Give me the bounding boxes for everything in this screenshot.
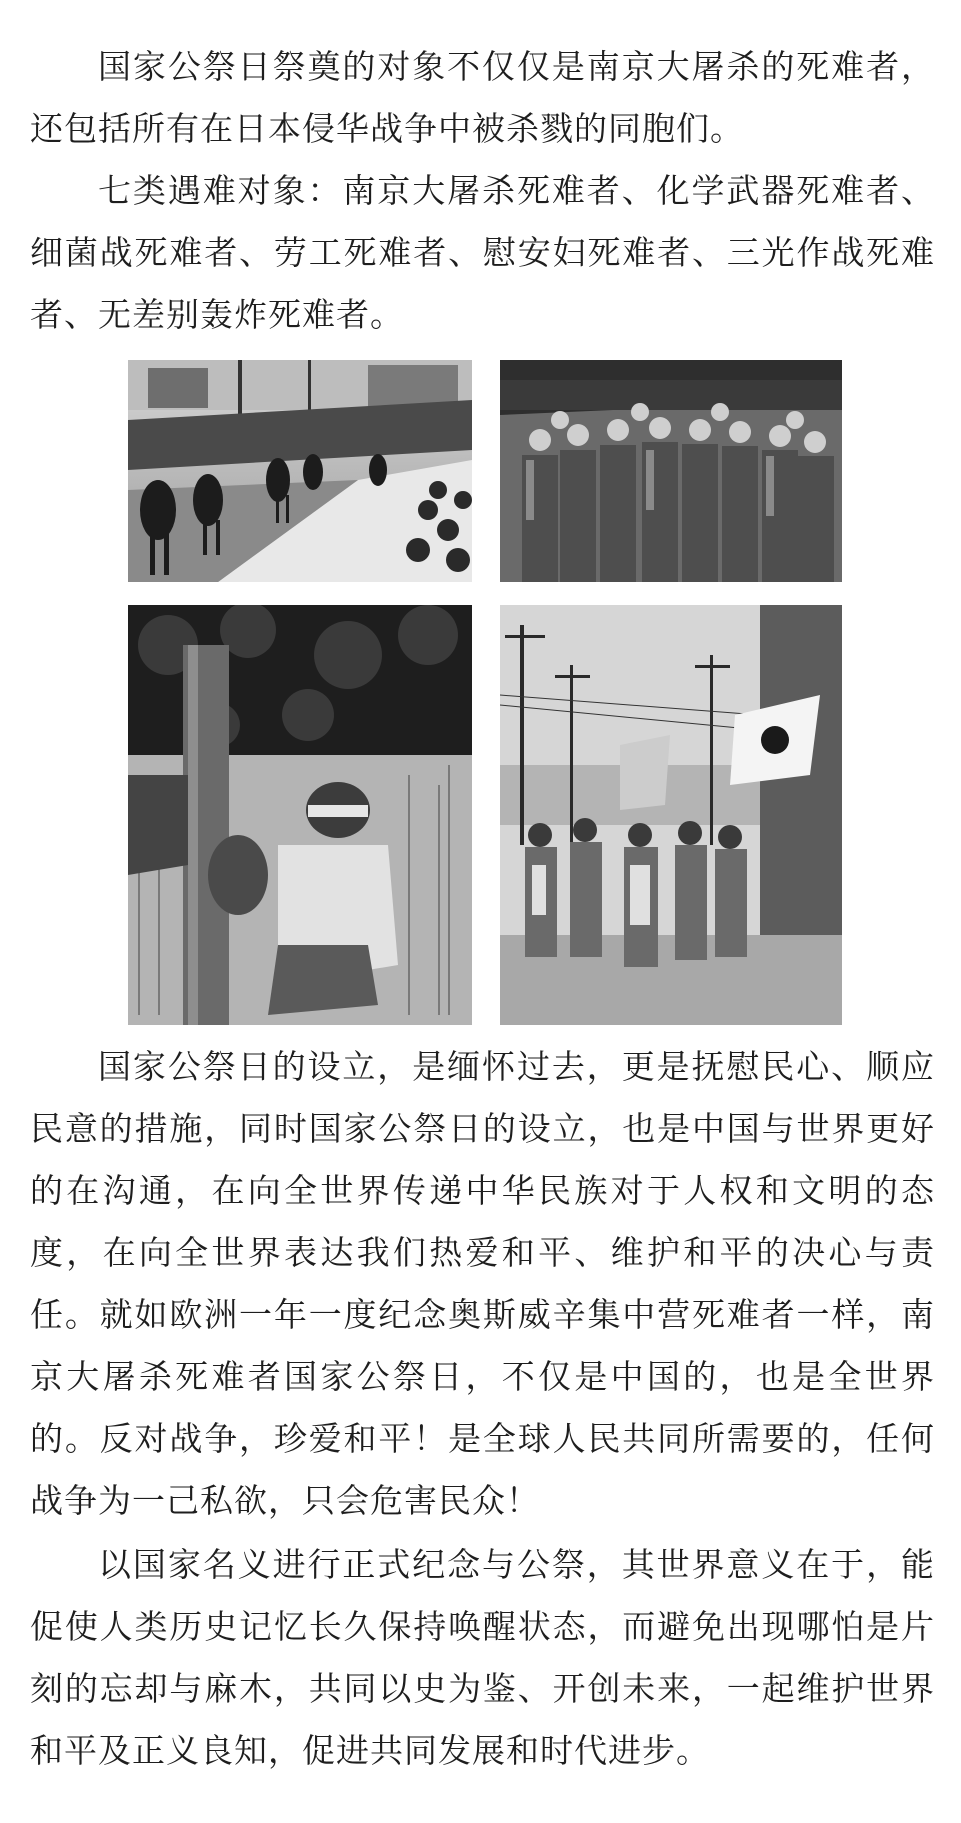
historical-photo-cavalry-entry — [128, 360, 472, 582]
paragraph-memorial-scope: 国家公祭日祭奠的对象不仅仅是南京大屠杀的死难者，还包括所有在日本侵华战争中被杀戮的同胞们。 — [30, 47, 935, 148]
paragraph-world-meaning: 以国家名义进行正式纪念与公祭，其世界意义在于，能促使人类历史记忆长久保持唤醒状态，而避免出现哪怕是片刻的忘却与麻木，共同以史为鉴、开创未来，一起维护世界和平及正义良知，促进共同发展和时代进步。 — [30, 1545, 935, 1770]
historical-photo-blindfolded-captive — [128, 605, 472, 1025]
historical-photo-soldier-group — [500, 360, 842, 582]
paragraph-significance: 国家公祭日的设立，是缅怀过去，更是抚慰民心、顺应民意的措施，同时国家公祭日的设立，也是中国与世界更好的在沟通，在向全世界传递中华民族对于人权和文明的态度，在向全世界表达我们热爱和平、维护和平的决心与责任。就如欧洲一年一度纪念奥斯威辛集中营死难者一样，南京大屠杀死难者国家公祭日，不仅是中国的，也是全世界的。反对战争，珍爱和平！是全球人民共同所需要的，任何战争为一己私欲，只会危害民众！ — [30, 1047, 935, 1520]
historical-photo-street-parade — [500, 605, 842, 1025]
paragraph-seven-victim-types: 七类遇难对象：南京大屠杀死难者、化学武器死难者、细菌战死难者、劳工死难者、慰安妇死难者、三光作战死难者、无差别轰炸死难者。 — [30, 171, 935, 334]
